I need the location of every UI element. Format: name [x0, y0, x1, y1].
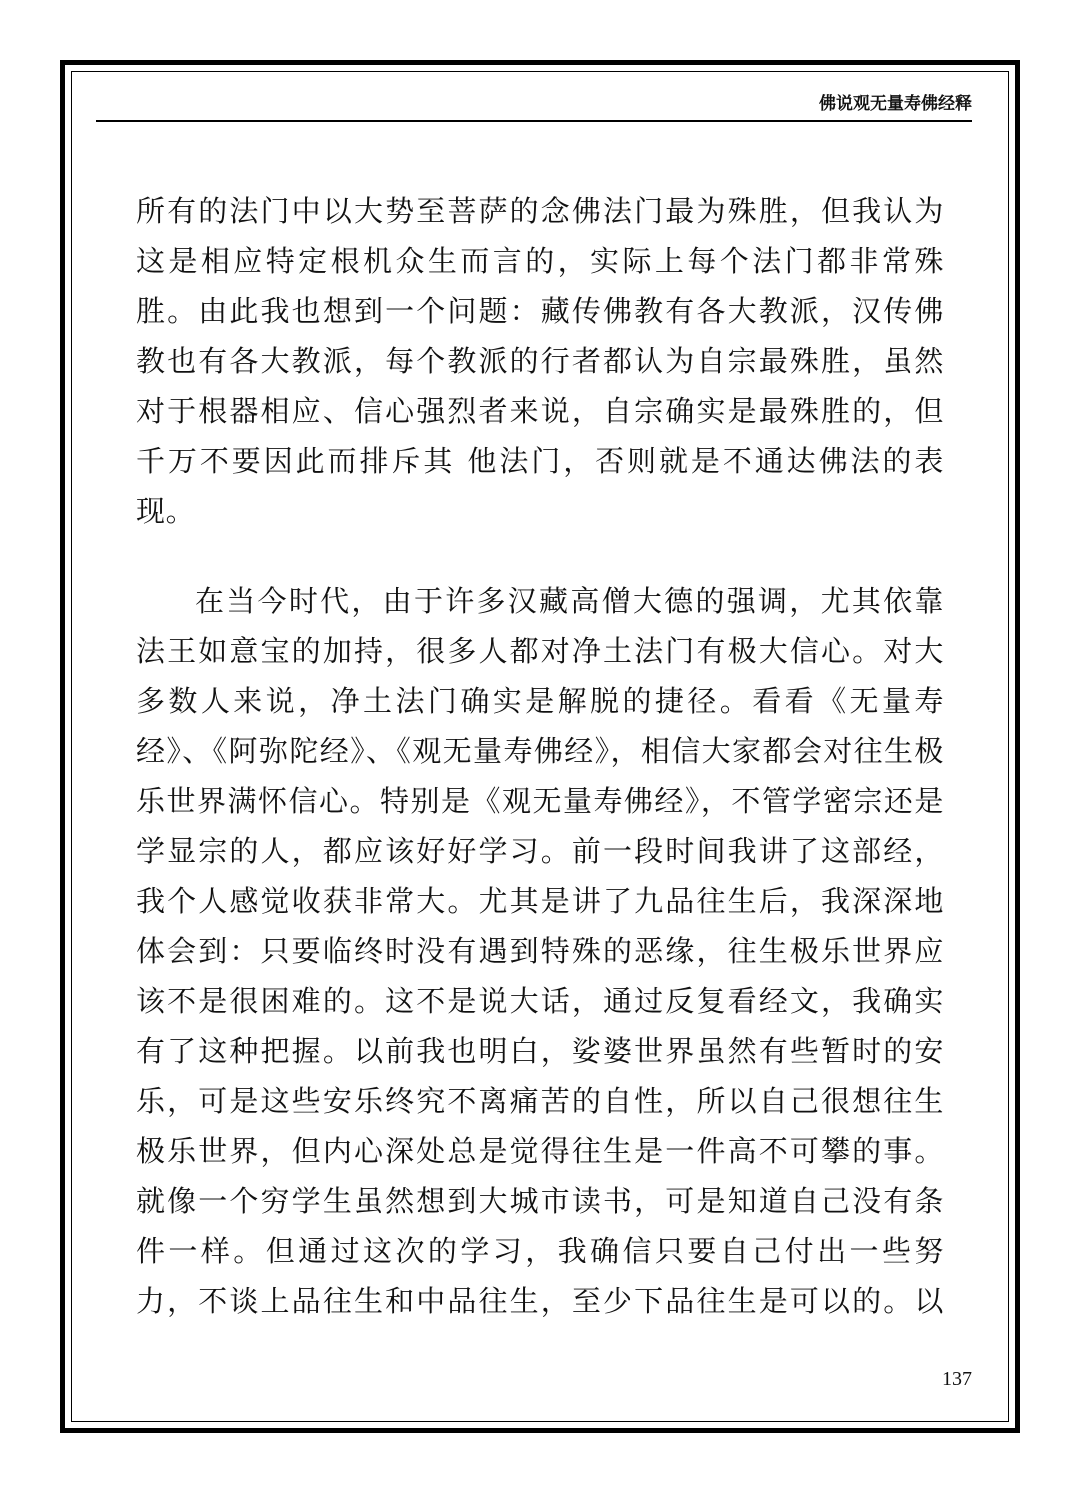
text-line: 件一样。但通过这次的学习，我确信只要自己付出一些努	[136, 1234, 944, 1268]
running-header-title: 佛说观无量寿佛经释	[819, 94, 972, 114]
header-rule	[96, 120, 972, 122]
text-line: 在当今时代，由于许多汉藏高僧大德的强调，尤其依靠	[195, 584, 944, 618]
paragraph-2	[136, 576, 944, 1326]
text-line: 学显宗的人，都应该好好学习。前一段时间我讲了这部经，	[136, 834, 944, 868]
text-line: 乐世界满怀信心。特别是《观无量寿佛经》，不管学密宗还是	[136, 784, 944, 818]
text-line: 对于根器相应、信心强烈者来说，自宗确实是最殊胜的，但	[136, 394, 944, 428]
paragraph-gap	[136, 536, 944, 576]
body-text	[136, 186, 944, 1326]
text-line: 该不是很困难的。这不是说大话，通过反复看经文，我确实	[136, 984, 944, 1018]
text-line: 有了这种把握。以前我也明白，娑婆世界虽然有些暂时的安	[136, 1034, 944, 1068]
text-line: 教也有各大教派，每个教派的行者都认为自宗最殊胜，虽然	[136, 344, 944, 378]
text-line: 就像一个穷学生虽然想到大城市读书，可是知道自己没有条	[136, 1184, 944, 1218]
paragraph-1	[136, 186, 944, 536]
text-line: 我个人感觉收获非常大。尤其是讲了九品往生后，我深深地	[136, 884, 944, 918]
text-line: 现。	[136, 494, 196, 528]
text-line: 经》、《阿弥陀经》、《观无量寿佛经》，相信大家都会对往生极	[136, 734, 944, 768]
text-line: 法王如意宝的加持，很多人都对净土法门有极大信心。对大	[136, 634, 944, 668]
text-line: 千万不要因此而排斥其 他法门，否则就是不通达佛法的表	[136, 444, 944, 478]
text-line: 多数人来说，净土法门确实是解脱的捷径。看看《无量寿	[136, 684, 944, 718]
text-line: 所有的法门中以大势至菩萨的念佛法门最为殊胜，但我认为	[136, 194, 944, 228]
text-line: 体会到：只要临终时没有遇到特殊的恶缘，往生极乐世界应	[136, 934, 944, 968]
text-line: 胜。由此我也想到一个问题：藏传佛教有各大教派，汉传佛	[136, 294, 944, 328]
text-line: 这是相应特定根机众生而言的，实际上每个法门都非常殊	[136, 244, 944, 278]
page-number: 137	[942, 1368, 972, 1390]
text-line: 极乐世界，但内心深处总是觉得往生是一件高不可攀的事。	[136, 1134, 944, 1168]
text-line: 力，不谈上品往生和中品往生，至少下品往生是可以的。以	[136, 1284, 944, 1318]
text-line: 乐，可是这些安乐终究不离痛苦的自性，所以自己很想往生	[136, 1084, 944, 1118]
